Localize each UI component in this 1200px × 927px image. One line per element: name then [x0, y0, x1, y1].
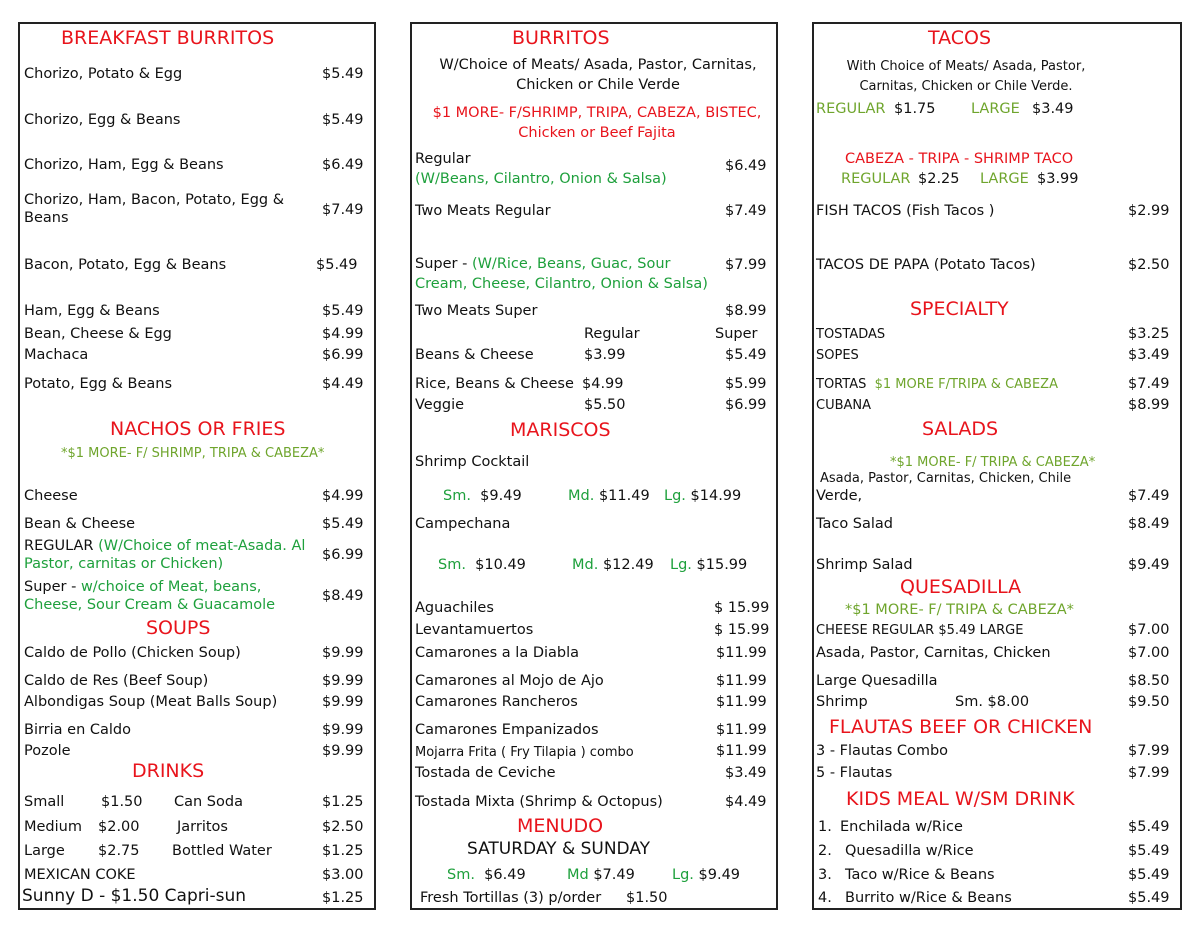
menu-item: MEXICAN COKE	[24, 867, 136, 883]
tacos-title: TACOS	[928, 27, 992, 49]
menu-price: $7.99	[725, 257, 767, 273]
menu-price: $3.49	[725, 765, 767, 781]
menu-item: 3 - Flautas Combo	[816, 743, 949, 759]
menu-item: 5 - Flautas	[816, 765, 893, 781]
menu-item: Caldo de Res (Beef Soup)	[24, 673, 209, 689]
menu-price-super: $6.99	[725, 397, 767, 413]
menu-price: $1.50	[626, 890, 668, 906]
menu-item: Burrito w/Rice & Beans	[845, 890, 1012, 906]
menu-price: $9.49	[1128, 557, 1170, 573]
menu-item: Super - (W/Rice, Beans, Guac, Sour Cream, Cheese, Cilantro, Onion & Salsa)	[415, 256, 708, 292]
menudo-days: SATURDAY & SUNDAY	[467, 839, 651, 859]
size-prices: Md. $12.49	[572, 557, 654, 573]
flautas-title: FLAUTAS BEEF OR CHICKEN	[829, 716, 1093, 738]
menu-price: $9.99	[322, 673, 364, 689]
menu-price: $9.99	[322, 743, 364, 759]
size-prices: Md $7.49	[567, 867, 635, 883]
menu-price: $7.49	[1128, 376, 1170, 392]
menu-item: Beans & Cheese	[415, 347, 534, 363]
menu-price: $1.25	[322, 794, 364, 810]
menu-price-regular: $4.99	[582, 376, 624, 392]
breakfast-title: BREAKFAST BURRITOS	[61, 27, 275, 49]
menu-item-note: (W/Beans, Cilantro, Onion & Salsa)	[415, 171, 667, 187]
menu-price: $3.49	[1032, 101, 1074, 117]
menu-price: $7.49	[322, 202, 364, 218]
size-prices: Lg. $15.99	[670, 557, 748, 573]
menu-item: Taco w/Rice & Beans	[845, 867, 995, 883]
menu-price-super: $5.99	[725, 376, 767, 392]
drink-name: Bottled Water	[172, 843, 272, 859]
menu-price: $5.49	[1128, 843, 1170, 859]
list-number: 4.	[818, 890, 832, 906]
menu-price: $2.50	[322, 819, 364, 835]
menu-price: $2.99	[1128, 203, 1170, 219]
size-prices: Lg. $14.99	[664, 488, 742, 504]
menu-item: Fresh Tortillas (3) p/order	[420, 890, 602, 906]
menu-item: Levantamuertos	[415, 622, 534, 638]
menu-item: Camarones Empanizados	[415, 722, 599, 738]
size-prices: Lg. $9.49	[672, 867, 741, 883]
menu-price: $8.99	[725, 303, 767, 319]
menu-price: $ 15.99	[714, 600, 770, 616]
menu-price: $5.49	[322, 516, 364, 532]
menu-price: $8.99	[1128, 397, 1170, 413]
cabeza-title: CABEZA - TRIPA - SHRIMP TACO	[845, 151, 1074, 167]
menu-price: $3.99	[1037, 171, 1079, 187]
menu-item: Pozole	[24, 743, 71, 759]
menu-price: $5.49	[322, 112, 364, 128]
menu-price: $11.99	[716, 722, 767, 738]
menu-item: Asada, Pastor, Carnitas, Chicken	[816, 645, 1051, 661]
menu-price: $9.99	[322, 694, 364, 710]
menu-price: $5.49	[1128, 867, 1170, 883]
specialty-title: SPECIALTY	[910, 298, 1009, 320]
menu-price: $8.49	[322, 588, 364, 604]
drink-name: Jarritos	[177, 819, 228, 835]
menu-price: $3.00	[322, 867, 364, 883]
menu-item: Camarones a la Diabla	[415, 645, 580, 661]
menu-price: $9.99	[322, 645, 364, 661]
menu-item: Chorizo, Ham, Bacon, Potato, Egg & Beans	[24, 192, 285, 226]
menu-item: Camarones al Mojo de Ajo	[415, 673, 604, 689]
menu-item: Asada, Pastor, Carnitas, Chicken, Chile	[820, 471, 1072, 486]
menu-item: Rice, Beans & Cheese	[415, 376, 574, 392]
menu-price: $2.25	[918, 171, 960, 187]
menu-item: TOSTADAS	[816, 327, 886, 342]
menu-price: $7.00	[1128, 622, 1170, 638]
menu-item: CHEESE REGULAR $5.49 LARGE	[816, 623, 1024, 638]
nachos-note: *$1 MORE- F/ SHRIMP, TRIPA & CABEZA*	[61, 446, 325, 461]
menu-price: $4.99	[322, 326, 364, 342]
size-label: LARGE	[971, 101, 1020, 117]
drink-size: Small	[24, 794, 65, 810]
menu-item: Potato, Egg & Beans	[24, 376, 173, 392]
size-prices: Md. $11.49	[568, 488, 650, 504]
menu-item: Two Meats Regular	[415, 203, 551, 219]
size-label: LARGE	[980, 171, 1029, 187]
menu-price: $7.99	[1128, 765, 1170, 781]
menu-price: $8.49	[1128, 516, 1170, 532]
menudo-title: MENUDO	[517, 815, 604, 837]
menu-item: Bean & Cheese	[24, 516, 136, 532]
menu-item: TORTAS $1 MORE F/TRIPA & CABEZA	[816, 377, 1058, 392]
mariscos-title: MARISCOS	[510, 419, 611, 441]
menu-item: Veggie	[415, 397, 465, 413]
menu-price: $1.25	[322, 843, 364, 859]
quesadilla-note: *$1 MORE- F/ TRIPA & CABEZA*	[845, 602, 1074, 618]
menu-price: $11.99	[716, 743, 767, 759]
size-prices: Sm. $10.49	[438, 557, 526, 573]
quesadilla-title: QUESADILLA	[900, 576, 1022, 598]
menu-price: $5.49	[322, 66, 364, 82]
menu-item: Camarones Rancheros	[415, 694, 578, 710]
menu-item: Machaca	[24, 347, 89, 363]
menu-item: Two Meats Super	[415, 303, 538, 319]
menu-price: $1.75	[894, 101, 936, 117]
menu-price: $6.99	[322, 347, 364, 363]
size-prices: Sm. $9.49	[443, 488, 522, 504]
menu-item: Large Quesadilla	[816, 673, 938, 689]
drink-size: Large	[24, 843, 65, 859]
menu-item: FISH TACOS (Fish Tacos )	[816, 203, 995, 219]
menu-price: $5.49	[1128, 819, 1170, 835]
menu-item: SOPES	[816, 348, 859, 363]
menu-item: Super - w/choice of Meat, beans, Cheese, Sour Cream & Guacamole	[24, 579, 276, 613]
menu-item: Enchilada w/Rice	[840, 819, 963, 835]
menu-price: $5.49	[1128, 890, 1170, 906]
menu-price: $8.50	[1128, 673, 1170, 689]
menu-item-size: Sm. $8.00	[955, 694, 1030, 710]
menu-price: $9.50	[1128, 694, 1170, 710]
menu-price: $4.49	[725, 794, 767, 810]
menu-item: Caldo de Pollo (Chicken Soup)	[24, 645, 241, 661]
menu-price: $6.49	[725, 158, 767, 174]
burritos-title: BURRITOS	[512, 27, 610, 49]
column-header-super: Super	[715, 326, 758, 342]
size-label: REGULAR	[841, 171, 911, 187]
drink-name: Can Soda	[174, 794, 243, 810]
burritos-description: W/Choice of Meats/ Asada, Pastor, Carnitas, Chicken or Chile Verde	[439, 57, 757, 93]
menu-item: Shrimp Salad	[816, 557, 913, 573]
tacos-description: With Choice of Meats/ Asada, Pastor, Carnitas, Chicken or Chile Verde.	[846, 59, 1086, 94]
menu-item: Bean, Cheese & Egg	[24, 326, 172, 342]
menu-item: Aguachiles	[415, 600, 494, 616]
menu-price: $4.99	[322, 488, 364, 504]
list-number: 2.	[818, 843, 832, 859]
menu-item: Chorizo, Ham, Egg & Beans	[24, 157, 224, 173]
list-number: 1.	[818, 819, 832, 835]
menu-item: Tostada Mixta (Shrimp & Octopus)	[415, 794, 663, 810]
menu-item: Bacon, Potato, Egg & Beans	[24, 257, 227, 273]
menu-price: $4.49	[322, 376, 364, 392]
drink-size-price: $2.00	[98, 819, 140, 835]
menu-price: $5.49	[316, 257, 358, 273]
menu-item: Shrimp Cocktail	[415, 454, 530, 470]
menu-item: Campechana	[415, 516, 511, 532]
menu-price: $6.49	[322, 157, 364, 173]
menu-item: Tostada de Ceviche	[415, 765, 556, 781]
menu-price: $9.99	[322, 722, 364, 738]
menu-price: $7.49	[725, 203, 767, 219]
menu-item: Quesadilla w/Rice	[845, 843, 974, 859]
soups-title: SOUPS	[146, 617, 211, 639]
menu-price: $3.25	[1128, 326, 1170, 342]
menu-price-regular: $3.99	[584, 347, 626, 363]
menu-price: $7.00	[1128, 645, 1170, 661]
salads-title: SALADS	[922, 418, 999, 440]
menu-price: $5.49	[322, 303, 364, 319]
size-prices: Sm. $6.49	[447, 867, 526, 883]
menu-price-regular: $5.50	[584, 397, 626, 413]
menu-item: Chorizo, Potato & Egg	[24, 66, 183, 82]
drink-size-price: $1.50	[101, 794, 143, 810]
list-number: 3.	[818, 867, 832, 883]
menu-item: TACOS DE PAPA (Potato Tacos)	[816, 257, 1036, 273]
menu-price: $3.49	[1128, 347, 1170, 363]
menu-price: $7.49	[1128, 488, 1170, 504]
menu-item: Taco Salad	[816, 516, 894, 532]
menu-price: $11.99	[716, 673, 767, 689]
menu-price: $1.25	[322, 890, 364, 906]
menu-item: Albondigas Soup (Meat Balls Soup)	[24, 694, 278, 710]
drink-size: Medium	[24, 819, 82, 835]
menu-price: $7.99	[1128, 743, 1170, 759]
salads-note: *$1 MORE- F/ TRIPA & CABEZA*	[890, 455, 1096, 470]
nachos-title: NACHOS OR FRIES	[110, 418, 286, 440]
kids-meal-title: KIDS MEAL W/SM DRINK	[846, 788, 1075, 810]
menu-item: Sunny D - $1.50 Capri-sun	[22, 886, 247, 906]
menu-item: REGULAR (W/Choice of meat-Asada. Al Pastor, carnitas or Chicken)	[24, 538, 306, 572]
menu-item: Mojarra Frita ( Fry Tilapia ) combo	[415, 745, 634, 760]
menu-item: Cheese	[24, 488, 78, 504]
drink-size-price: $2.75	[98, 843, 140, 859]
menu-item: Shrimp	[816, 694, 868, 710]
size-label: REGULAR	[816, 101, 886, 117]
menu-item: Ham, Egg & Beans	[24, 303, 160, 319]
menu-price: $ 15.99	[714, 622, 770, 638]
drinks-title: DRINKS	[132, 760, 205, 782]
menu-item: Regular	[415, 151, 471, 167]
column-header-regular: Regular	[584, 326, 640, 342]
menu-item: Birria en Caldo	[24, 722, 132, 738]
menu-price: $11.99	[716, 694, 767, 710]
menu-item: Verde,	[816, 488, 863, 504]
menu-price: $6.99	[322, 547, 364, 563]
menu-price: $2.50	[1128, 257, 1170, 273]
menu-item: Chorizo, Egg & Beans	[24, 112, 181, 128]
burritos-extra-note: $1 MORE- F/SHRIMP, TRIPA, CABEZA, BISTEC, Chicken or Beef Fajita	[432, 105, 762, 141]
menu-item: CUBANA	[816, 398, 872, 413]
menu-price: $11.99	[716, 645, 767, 661]
menu-price-super: $5.49	[725, 347, 767, 363]
